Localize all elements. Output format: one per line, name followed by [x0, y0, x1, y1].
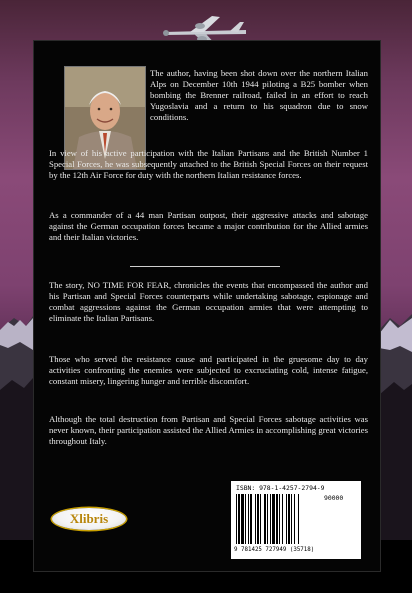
partisan-commander-paragraph: As a commander of a 44 man Partisan outpost, their aggressive attacks and sabotage against the German occupation forces became a major contribution for the Allied armies and their Italian victories. [49, 210, 368, 242]
barcode-icon [236, 494, 322, 546]
author-bio-paragraph: The author, having been shot down over the northern Italian Alps on December 10th 1944 piloting a B25 bomber when bombing the Brenner railroad, failed in an effort to reach Yugoslavia and a return to his squadron due to snow conditions. [150, 68, 368, 122]
divider-line [130, 266, 280, 267]
resistance-hardship-paragraph: Those who served the resistance cause and participated in the gruesome day to day activities confronting the enemies were subjected to excruciating cold, intense fatigue, constant misery, lingering hunger and terrible discomfort. [49, 354, 368, 386]
isbn-label: ISBN: 978-1-4257-2794-9 [236, 484, 325, 492]
publisher-logo [52, 508, 126, 530]
barcode-block [231, 481, 361, 559]
story-summary-paragraph: The story, NO TIME FOR FEAR, chronicles the events that encompassed the author and his Partisan and Special Forces counterparts while undertaking sabotage, espionage and combat aggressions against the German occupation armies that were attempting to eliminate the Italian Partisans. [49, 280, 368, 323]
publisher-name: Xlibris [69, 511, 109, 526]
price-code: 90000 [324, 494, 344, 502]
sabotage-outcome-paragraph: Although the total destruction from Partisan and Special Forces sabotage activities was never known, their participation assisted the Allied Armies in accomplishing great victories throughout Italy. [49, 414, 368, 446]
barcode-number: 9 781425 727949 (35718) [234, 547, 315, 553]
special-forces-paragraph: In view of his active participation with the Italian Partisans and the British Number 1 Special Forces, he was subsequently attached to the British Special Forces on their request by the 12th Air Force for duty with the northern Italian resistance forces. [49, 148, 368, 180]
